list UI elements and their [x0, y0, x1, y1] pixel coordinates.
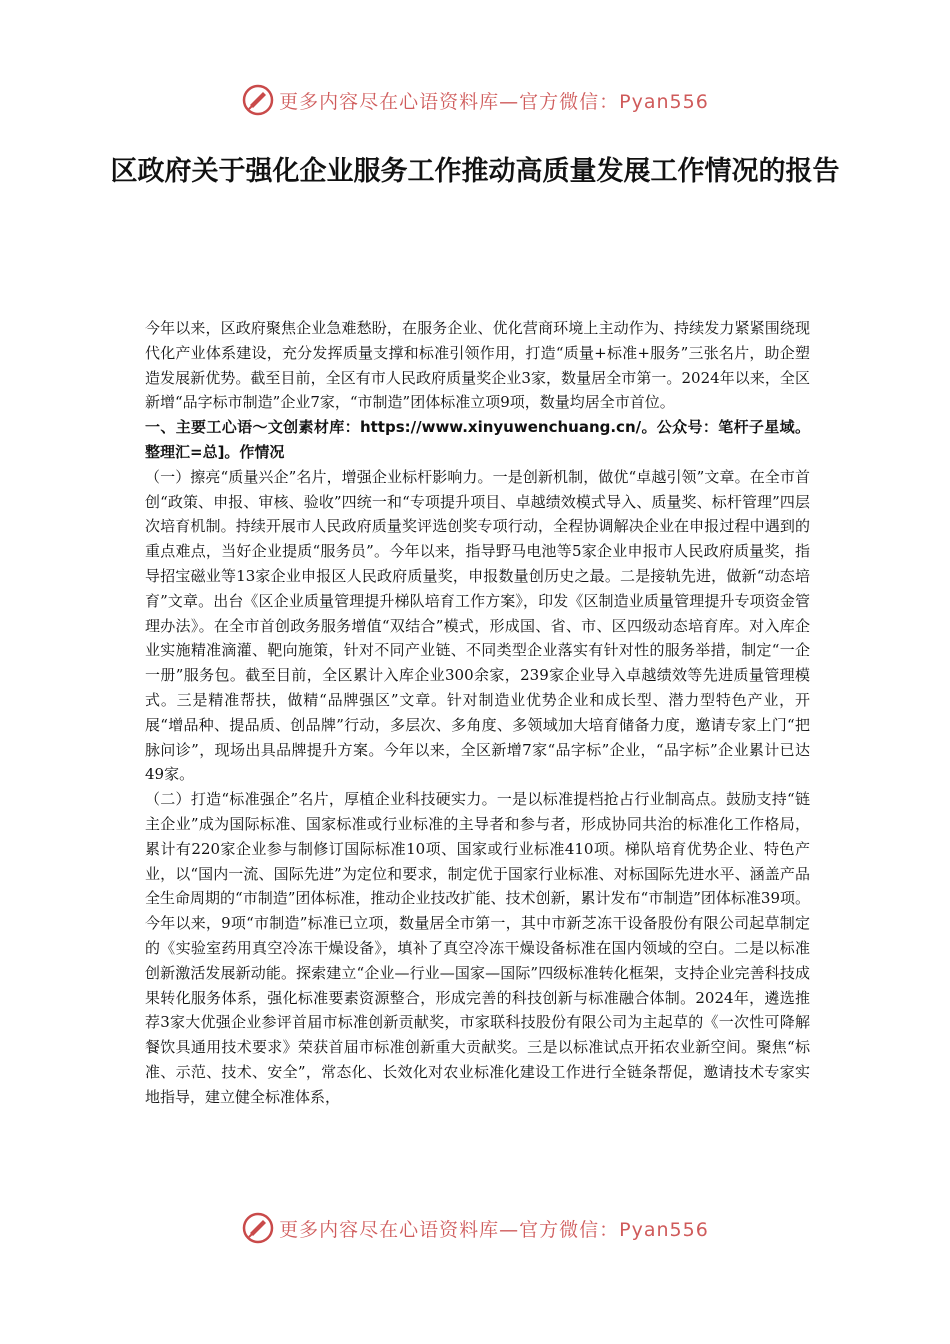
header-banner-text: 更多内容尽在心语资料库—官方微信：Pyan556	[279, 90, 709, 113]
book-pen-logo-icon	[241, 1211, 275, 1245]
section-2-paragraph: （二）打造“标准强企”名片，厚植企业科技硬实力。一是以标准提档抢占行业制高点。鼓励支持“链主企业”成为国际标准、国家标准或行业标准的主导者和参与者，形成协同共治的标准化工作格局，累计有220家企业参与制修订国际标准10项、国家或行业标准410项。梯队培育优势企业、特色产业，以“国内一流、国际先进”为定位和要求，制定优于国家行业标准、对标国际先进水平、涵盖产品全生命周期的“市制造”团体标准，推动企业技改扩能、技术创新，累计发布“市制造”团体标准39项。今年以来，9项“市制造”标准已立项，数量居全市第一，其中市新芝冻干设备股份有限公司起草制定的《实验室药用真空冷冻干燥设备》，填补了真空冷冻干燥设备标准在国内领域的空白。二是以标准创新激活发展新动能。探索建立“企业—行业—国家—国际”四级标准转化框架，支持企业完善科技成果转化服务体系，强化标准要素资源整合，形成完善的科技创新与标准融合体制。2024年，遴选推荐3家大优强企业参评首届市标准创新贡献奖，市家联科技股份有限公司为主起草的《一次性可降解餐饮具通用技术要求》荣获首届市标准创新重大贡献奖。三是以标准试点开拓农业新空间。聚焦“标准、示范、技术、安全”，常态化、长效化对农业标准化建设工作进行全链条帮促，邀请技术专家实地指导，建立健全标准体系，	[145, 790, 810, 1106]
document-title: 区政府关于强化企业服务工作推动高质量发展工作情况的报告	[110, 156, 840, 187]
footer-watermark-banner	[0, 1208, 950, 1248]
section-heading: 一、主要工心语～文创素材库：https://www.xinyuwenchuang.cn/。公众号：笔杆子星域。整理汇=总]。作情况	[145, 418, 810, 461]
intro-paragraph: 今年以来，区政府聚焦企业急难愁盼，在服务企业、优化营商环境上主动作为、持续发力紧紧围绕现代化产业体系建设，充分发挥质量支撑和标准引领作用，打造“质量+标准+服务”三张名片，助企塑造发展新优势。截至目前，全区有市人民政府质量奖企业3家，数量居全市第一。2024年以来，全区新增“品字标市制造”企业7家，“市制造”团体标准立项9项，数量均居全市首位。	[145, 319, 810, 412]
book-pen-logo-icon	[241, 83, 275, 117]
document-body	[145, 316, 810, 1110]
header-watermark-banner	[0, 80, 950, 120]
footer-banner-text: 更多内容尽在心语资料库—官方微信：Pyan556	[279, 1218, 709, 1241]
section-1-paragraph: （一）擦亮“质量兴企”名片，增强企业标杆影响力。一是创新机制，做优“卓越引领”文章。在全市首创“政策、申报、审核、验收”四统一和“专项提升项目、卓越绩效模式导入、质量奖、标杆管理”四层次培育机制。持续开展市人民政府质量奖评选创奖专项行动，全程协调解决企业在申报过程中遇到的重点难点，当好企业提质“服务员”。今年以来，指导野马电池等5家企业申报市人民政府质量奖，指导招宝磁业等13家企业申报区人民政府质量奖，申报数量创历史之最。二是接轨先进，做新“动态培育”文章。出台《区企业质量管理提升梯队培育工作方案》，印发《区制造业质量管理提升专项资金管理办法》。在全市首创政务服务增值“双结合”模式，形成国、省、市、区四级动态培育库。对入库企业实施精准滴灌、靶向施策，针对不同产业链、不同类型企业落实有针对性的服务举措，制定“一企一册”服务包。截至目前，全区累计入库企业300余家，239家企业导入卓越绩效等先进质量管理模式。三是精准帮扶，做精“品牌强区”文章。针对制造业优势企业和成长型、潜力型特色产业，开展“增品种、提品质、创品牌”行动，多层次、多角度、多领域加大培育储备力度，邀请专家上门“把脉问诊”，现场出具品牌提升方案。今年以来，全区新增7家“品字标”企业，“品字标”企业累计已达49家。	[145, 467, 810, 784]
